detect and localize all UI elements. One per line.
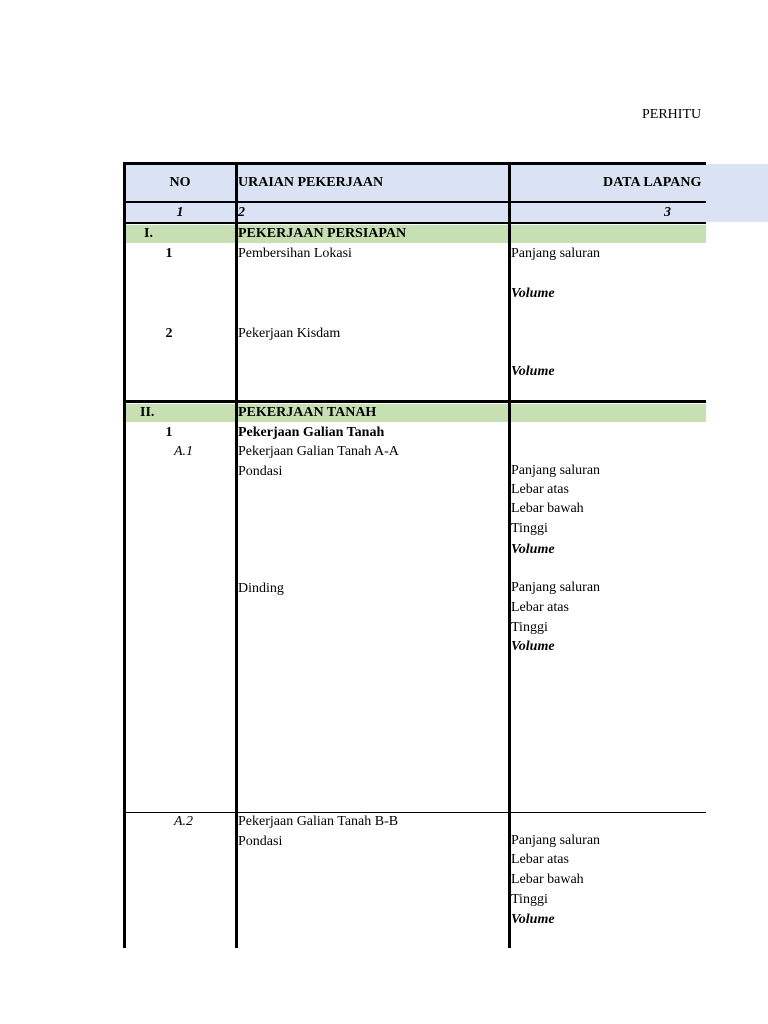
row-no: 1: [165, 246, 173, 261]
colnum-3: 3: [664, 205, 671, 220]
row-volume: Volume: [511, 912, 555, 927]
row-data: Panjang saluran: [511, 246, 601, 261]
row-no: A.2: [174, 814, 194, 829]
row-data: Lebar atas: [511, 852, 569, 867]
table-rule: [123, 222, 706, 224]
section-2-label: PEKERJAAN TANAH: [238, 405, 377, 420]
colnum-1: 1: [176, 205, 184, 220]
row-data: Panjang saluran: [511, 833, 601, 848]
column-divider: [235, 162, 238, 948]
table-rule-thin: [123, 812, 706, 813]
row-desc: Dinding: [238, 581, 284, 596]
row-volume: Volume: [511, 286, 555, 301]
row-desc: Pondasi: [238, 464, 283, 479]
table-border-left: [123, 162, 126, 948]
row-data: Panjang saluran: [511, 580, 601, 595]
row-data: Lebar bawah: [511, 501, 584, 516]
row-desc: Pekerjaan Galian Tanah: [238, 425, 385, 440]
row-desc: Pembersihan Lokasi: [238, 246, 352, 261]
row-volume: Volume: [511, 639, 555, 654]
table-rule: [123, 201, 706, 203]
colnum-2: 2: [238, 205, 245, 220]
row-data: Lebar bawah: [511, 872, 584, 887]
row-no: 1: [165, 425, 173, 440]
row-volume: Volume: [511, 542, 555, 557]
section-band-2: [124, 404, 706, 422]
row-volume: Volume: [511, 364, 555, 379]
section-band-1: [124, 225, 706, 243]
header-data: DATA LAPANG: [603, 175, 702, 190]
section-1-no: I.: [144, 226, 153, 241]
row-desc: Pekerjaan Galian Tanah B-B: [238, 814, 399, 829]
row-data: Tinggi: [511, 892, 548, 907]
row-data: Lebar atas: [511, 482, 569, 497]
table-rule: [123, 400, 706, 403]
row-data: Tinggi: [511, 620, 548, 635]
row-desc: Pekerjaan Galian Tanah A-A: [238, 444, 399, 459]
table-border-top: [123, 162, 706, 165]
row-data: Tinggi: [511, 521, 548, 536]
row-desc: Pondasi: [238, 834, 283, 849]
header-extension: [706, 164, 768, 222]
column-divider: [508, 162, 511, 948]
section-1-label: PEKERJAAN PERSIAPAN: [238, 226, 407, 241]
row-no: A.1: [174, 444, 194, 459]
row-data: Lebar atas: [511, 600, 569, 615]
header-uraian: URAIAN PEKERJAAN: [238, 175, 384, 190]
row-desc: Pekerjaan Kisdam: [238, 326, 341, 341]
document-title: PERHITU: [642, 107, 702, 122]
section-2-no: II.: [140, 405, 155, 420]
row-no: 2: [165, 326, 173, 341]
row-data: Panjang saluran: [511, 463, 601, 478]
header-no: NO: [169, 175, 191, 190]
